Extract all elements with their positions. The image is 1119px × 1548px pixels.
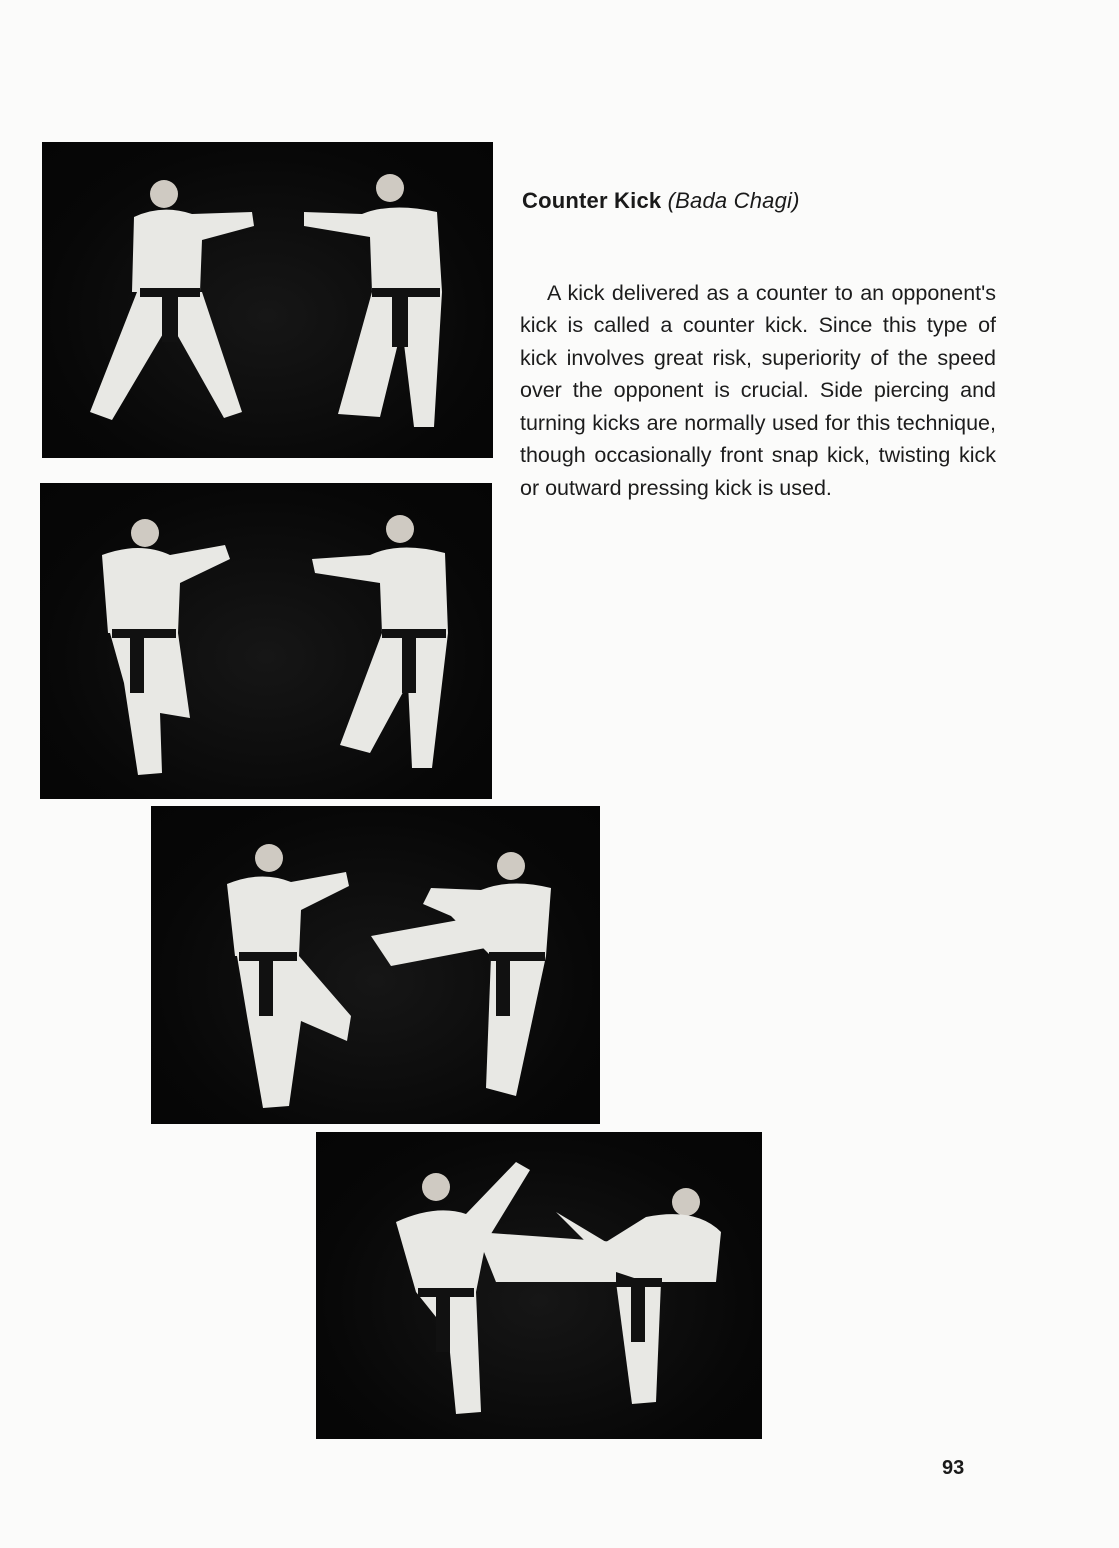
page-number: 93 — [942, 1457, 965, 1479]
section-heading — [522, 188, 800, 214]
figures-illustration — [40, 483, 492, 799]
figures-illustration — [316, 1132, 762, 1439]
body-paragraph: A kick delivered as a counter to an opponent's kick is called a counter kick. Since this type of kick involves great risk, superiority of the speed over the opponent is crucial. Side piercing and turning kicks are normally used for this technique, though occasionally front snap kick, twisting kick or outward pressing kick is used. — [520, 280, 996, 500]
photo-knee-lift — [40, 483, 492, 799]
heading-korean-term: (Bada Chagi) — [667, 188, 800, 213]
photo-counter-chamber — [151, 806, 600, 1124]
figures-illustration — [42, 142, 493, 458]
photo-side-kick-counter — [316, 1132, 762, 1439]
figures-illustration — [151, 806, 600, 1124]
photo-ready-stance — [42, 142, 493, 458]
heading-title: Counter Kick — [522, 188, 662, 213]
